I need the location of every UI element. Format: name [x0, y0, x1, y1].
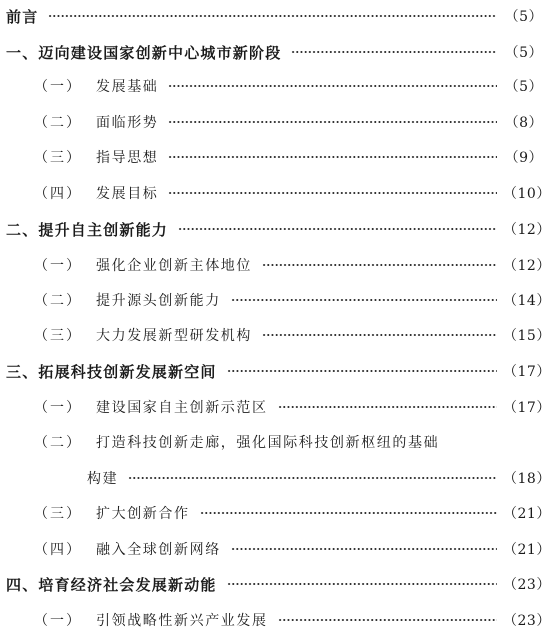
toc-entry-label: 扩大创新合作	[96, 506, 190, 522]
toc-entry-chapter[interactable]	[0, 570, 551, 598]
toc-entry-section[interactable]	[0, 535, 551, 563]
toc-entry-continuation[interactable]	[0, 464, 551, 492]
toc-entry-preface[interactable]	[0, 2, 545, 30]
toc-page-number: （10）	[503, 186, 551, 202]
dot-leader	[278, 613, 497, 627]
toc-entry-label: 二、提升自主创新能力	[6, 220, 169, 239]
toc-entry-number: （二）	[34, 435, 82, 451]
toc-entry-section[interactable]	[0, 108, 545, 136]
toc-page-number: （21）	[503, 542, 551, 558]
toc-page-number: （12）	[503, 222, 551, 238]
dot-leader	[178, 222, 497, 236]
toc-entry-label: 四、培育经济社会发展新动能	[6, 575, 217, 594]
dot-leader	[48, 9, 497, 23]
toc-entry-number: （三）	[34, 506, 82, 522]
toc-entry-label: 发展目标	[96, 186, 159, 202]
toc-entry-label: 融入全球创新网络	[96, 542, 221, 558]
toc-entry-chapter[interactable]	[0, 357, 551, 385]
toc-entry-section[interactable]	[0, 393, 551, 421]
toc-entry-section[interactable]	[0, 72, 545, 100]
toc-entry-number: （四）	[34, 542, 82, 558]
dot-leader	[168, 115, 497, 129]
toc-entry-label: 建设国家自主创新示范区	[96, 400, 268, 416]
toc-entry-number: （一）	[34, 258, 82, 274]
toc-entry-label-continuation: 构建	[87, 471, 119, 487]
toc-entry-label: 一、迈向建设国家创新中心城市新阶段	[6, 43, 282, 62]
dot-leader	[128, 471, 497, 485]
toc-entry-number: （二）	[34, 115, 82, 131]
toc-entry-label: 面临形势	[96, 115, 159, 131]
toc-entry-number: （一）	[34, 613, 82, 629]
toc-page-number: （5）	[504, 9, 543, 25]
toc-page-number: （9）	[504, 150, 543, 166]
toc-entry-number: （四）	[34, 186, 82, 202]
dot-leader	[231, 293, 497, 307]
toc-entry-number: （三）	[34, 328, 82, 344]
dot-leader	[291, 45, 497, 59]
toc-entry-number: （一）	[34, 400, 82, 416]
toc-entry-label: 强化企业创新主体地位	[96, 258, 252, 274]
toc-entry-section[interactable]	[0, 499, 551, 527]
toc-entry-section[interactable]	[0, 179, 551, 207]
toc-entry-label: 三、拓展科技创新发展新空间	[6, 362, 217, 381]
toc-entry-label: 打造科技创新走廊，强化国际科技创新枢纽的基础	[96, 435, 440, 451]
toc-entry-number: （三）	[34, 150, 82, 166]
toc-entry-label: 前言	[6, 7, 39, 26]
dot-leader	[227, 364, 497, 378]
toc-page-number: （14）	[503, 293, 551, 309]
toc-entry-section[interactable]	[0, 251, 551, 279]
toc-entry-label: 大力发展新型研发机构	[96, 328, 252, 344]
dot-leader	[262, 258, 497, 272]
dot-leader	[278, 400, 497, 414]
toc-page-number: （18）	[503, 471, 551, 487]
dot-leader	[200, 506, 497, 520]
toc-page-number: （15）	[503, 328, 551, 344]
toc-entry-section[interactable]	[0, 286, 551, 314]
dot-leader	[227, 577, 497, 591]
toc-page-number: （12）	[503, 258, 551, 274]
dot-leader	[231, 542, 497, 556]
toc-page-number: （21）	[503, 506, 551, 522]
toc-page-number: （23）	[503, 577, 551, 593]
toc-entry-label: 引领战略性新兴产业发展	[96, 613, 268, 629]
toc-entry-section[interactable]	[0, 606, 551, 634]
toc-entry-number: （二）	[34, 293, 82, 309]
toc-page-number: （5）	[504, 79, 543, 95]
toc-page-number: （17）	[503, 400, 551, 416]
toc-entry-section[interactable]	[0, 321, 551, 349]
toc-page-number: （23）	[503, 613, 551, 629]
toc-page-number: （5）	[504, 45, 543, 61]
toc-entry-section[interactable]	[0, 143, 545, 171]
toc-entry-number: （一）	[34, 79, 82, 95]
dot-leader	[168, 150, 497, 164]
toc-entry-label: 提升源头创新能力	[96, 293, 221, 309]
toc-page-number: （8）	[504, 115, 543, 131]
toc-entry-chapter[interactable]	[0, 215, 551, 243]
dot-leader	[168, 79, 497, 93]
toc-page-number: （17）	[503, 364, 551, 380]
toc-entry-label: 指导思想	[96, 150, 159, 166]
dot-leader	[168, 186, 497, 200]
toc-entry-chapter[interactable]	[0, 38, 545, 66]
dot-leader	[262, 328, 497, 342]
toc-entry-section[interactable]	[0, 428, 545, 456]
toc-entry-label: 发展基础	[96, 79, 159, 95]
